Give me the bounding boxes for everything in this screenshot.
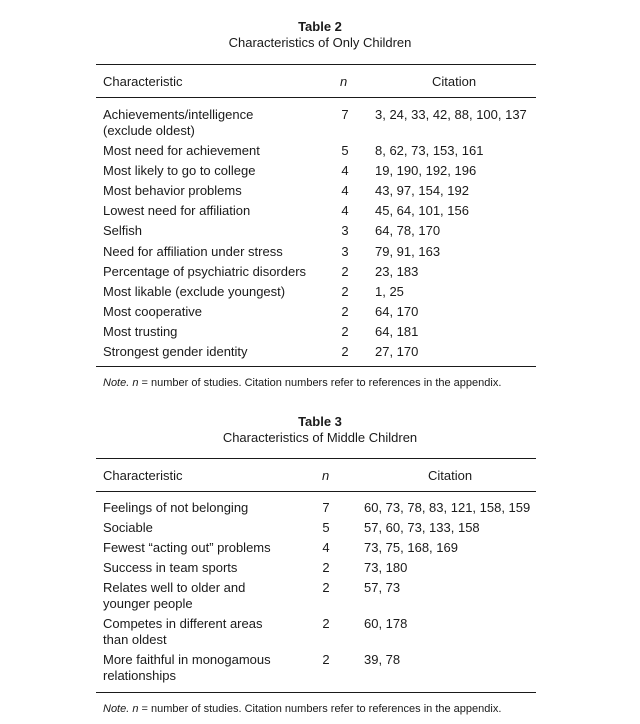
cell-n: 7 <box>322 500 330 515</box>
cell-characteristic: Most likely to go to college <box>103 163 256 178</box>
cell-characteristic: More faithful in monogamous relationships <box>103 652 271 683</box>
cell-citation: 1, 25 <box>375 284 404 299</box>
table-2-header-n: n <box>340 74 348 89</box>
cell-citation: 73, 75, 168, 169 <box>364 540 458 555</box>
cell-characteristic: Relates well to older and younger people <box>103 580 246 611</box>
cell-characteristic: Most cooperative <box>103 304 202 319</box>
cell-characteristic: Feelings of not belonging <box>103 500 249 515</box>
cell-citation: 8, 62, 73, 153, 161 <box>375 143 484 158</box>
cell-n: 4 <box>341 183 349 198</box>
table-2-bottom-rule <box>96 366 536 367</box>
cell-characteristic: Most need for achievement <box>103 143 260 158</box>
cell-citation: 60, 73, 78, 83, 121, 158, 159 <box>364 500 531 515</box>
cell-n: 4 <box>322 540 330 555</box>
cell-characteristic: Most trusting <box>103 324 178 339</box>
table-3-heading <box>0 414 640 446</box>
table-3-header-rule <box>96 491 536 492</box>
cell-n: 7 <box>341 107 349 122</box>
cell-characteristic: Selfish <box>103 223 143 238</box>
cell-n: 2 <box>322 616 330 631</box>
table-3-subtitle: Characteristics of Middle Children <box>222 430 418 445</box>
table-2-note-n: n <box>132 377 139 389</box>
cell-characteristic: Lowest need for affiliation <box>103 203 251 218</box>
cell-citation: 19, 190, 192, 196 <box>375 163 477 178</box>
cell-citation: 45, 64, 101, 156 <box>375 203 469 218</box>
cell-n: 2 <box>341 284 349 299</box>
table-2-heading <box>0 19 640 51</box>
cell-citation: 57, 73 <box>364 580 401 595</box>
table-3-title: Table 3 <box>298 414 342 429</box>
table-2-title: Table 2 <box>298 19 342 34</box>
table-2-note-text: = number of studies. Citation numbers refer to references in the appendix. <box>138 377 502 389</box>
cell-citation: 23, 183 <box>375 264 419 279</box>
cell-characteristic: Competes in different areas than oldest <box>103 616 263 647</box>
table-3-note-text: = number of studies. Citation numbers refer to references in the appendix. <box>138 703 502 715</box>
cell-citation: 79, 91, 163 <box>375 244 441 259</box>
cell-citation: 57, 60, 73, 133, 158 <box>364 520 480 535</box>
cell-characteristic: Most behavior problems <box>103 183 242 198</box>
cell-characteristic: Percentage of psychiatric disorders <box>103 264 307 279</box>
cell-characteristic: Achievements/intelligence (exclude oldest) <box>103 107 254 138</box>
cell-characteristic: Most likable (exclude youngest) <box>103 284 286 299</box>
cell-n: 2 <box>322 580 330 595</box>
cell-citation: 64, 170 <box>375 304 419 319</box>
cell-citation: 73, 180 <box>364 560 408 575</box>
cell-characteristic: Sociable <box>103 520 153 535</box>
cell-n: 2 <box>322 560 330 575</box>
cell-characteristic: Success in team sports <box>103 560 238 575</box>
cell-n: 4 <box>341 163 349 178</box>
cell-n: 5 <box>322 520 330 535</box>
table-3-note-label: Note. <box>103 703 130 715</box>
cell-citation: 60, 178 <box>364 616 408 631</box>
table-3-top-rule <box>96 458 536 459</box>
table-2-note <box>103 376 501 390</box>
cell-characteristic: Fewest “acting out” problems <box>103 540 271 555</box>
table-2-note-label: Note. <box>103 377 130 389</box>
cell-n: 2 <box>341 264 349 279</box>
table-3-bottom-rule <box>96 692 536 693</box>
table-2-header-citation: Citation <box>432 74 477 89</box>
table-3-note <box>103 702 501 716</box>
cell-citation: 43, 97, 154, 192 <box>375 183 469 198</box>
table-3-note-n: n <box>132 703 139 715</box>
cell-citation: 64, 78, 170 <box>375 223 441 238</box>
cell-n: 2 <box>322 652 330 667</box>
table-2-header-rule <box>96 97 536 98</box>
table-3-header-citation: Citation <box>428 468 473 483</box>
cell-characteristic: Strongest gender identity <box>103 344 248 359</box>
cell-citation: 39, 78 <box>364 652 401 667</box>
table-2-top-rule <box>96 64 536 65</box>
cell-n: 2 <box>341 344 349 359</box>
table-2-subtitle: Characteristics of Only Children <box>228 35 412 50</box>
table-3-header-characteristic: Characteristic <box>103 468 183 483</box>
cell-citation: 64, 181 <box>375 324 419 339</box>
cell-characteristic: Need for affiliation under stress <box>103 244 283 259</box>
cell-citation: 27, 170 <box>375 344 419 359</box>
cell-n: 5 <box>341 143 349 158</box>
cell-n: 2 <box>341 304 349 319</box>
cell-n: 2 <box>341 324 349 339</box>
table-2-header-characteristic: Characteristic <box>103 74 183 89</box>
cell-n: 3 <box>341 244 349 259</box>
table-3-header-n: n <box>322 468 330 483</box>
cell-citation: 3, 24, 33, 42, 88, 100, 137 <box>375 107 527 122</box>
cell-n: 3 <box>341 223 349 238</box>
cell-n: 4 <box>341 203 349 218</box>
